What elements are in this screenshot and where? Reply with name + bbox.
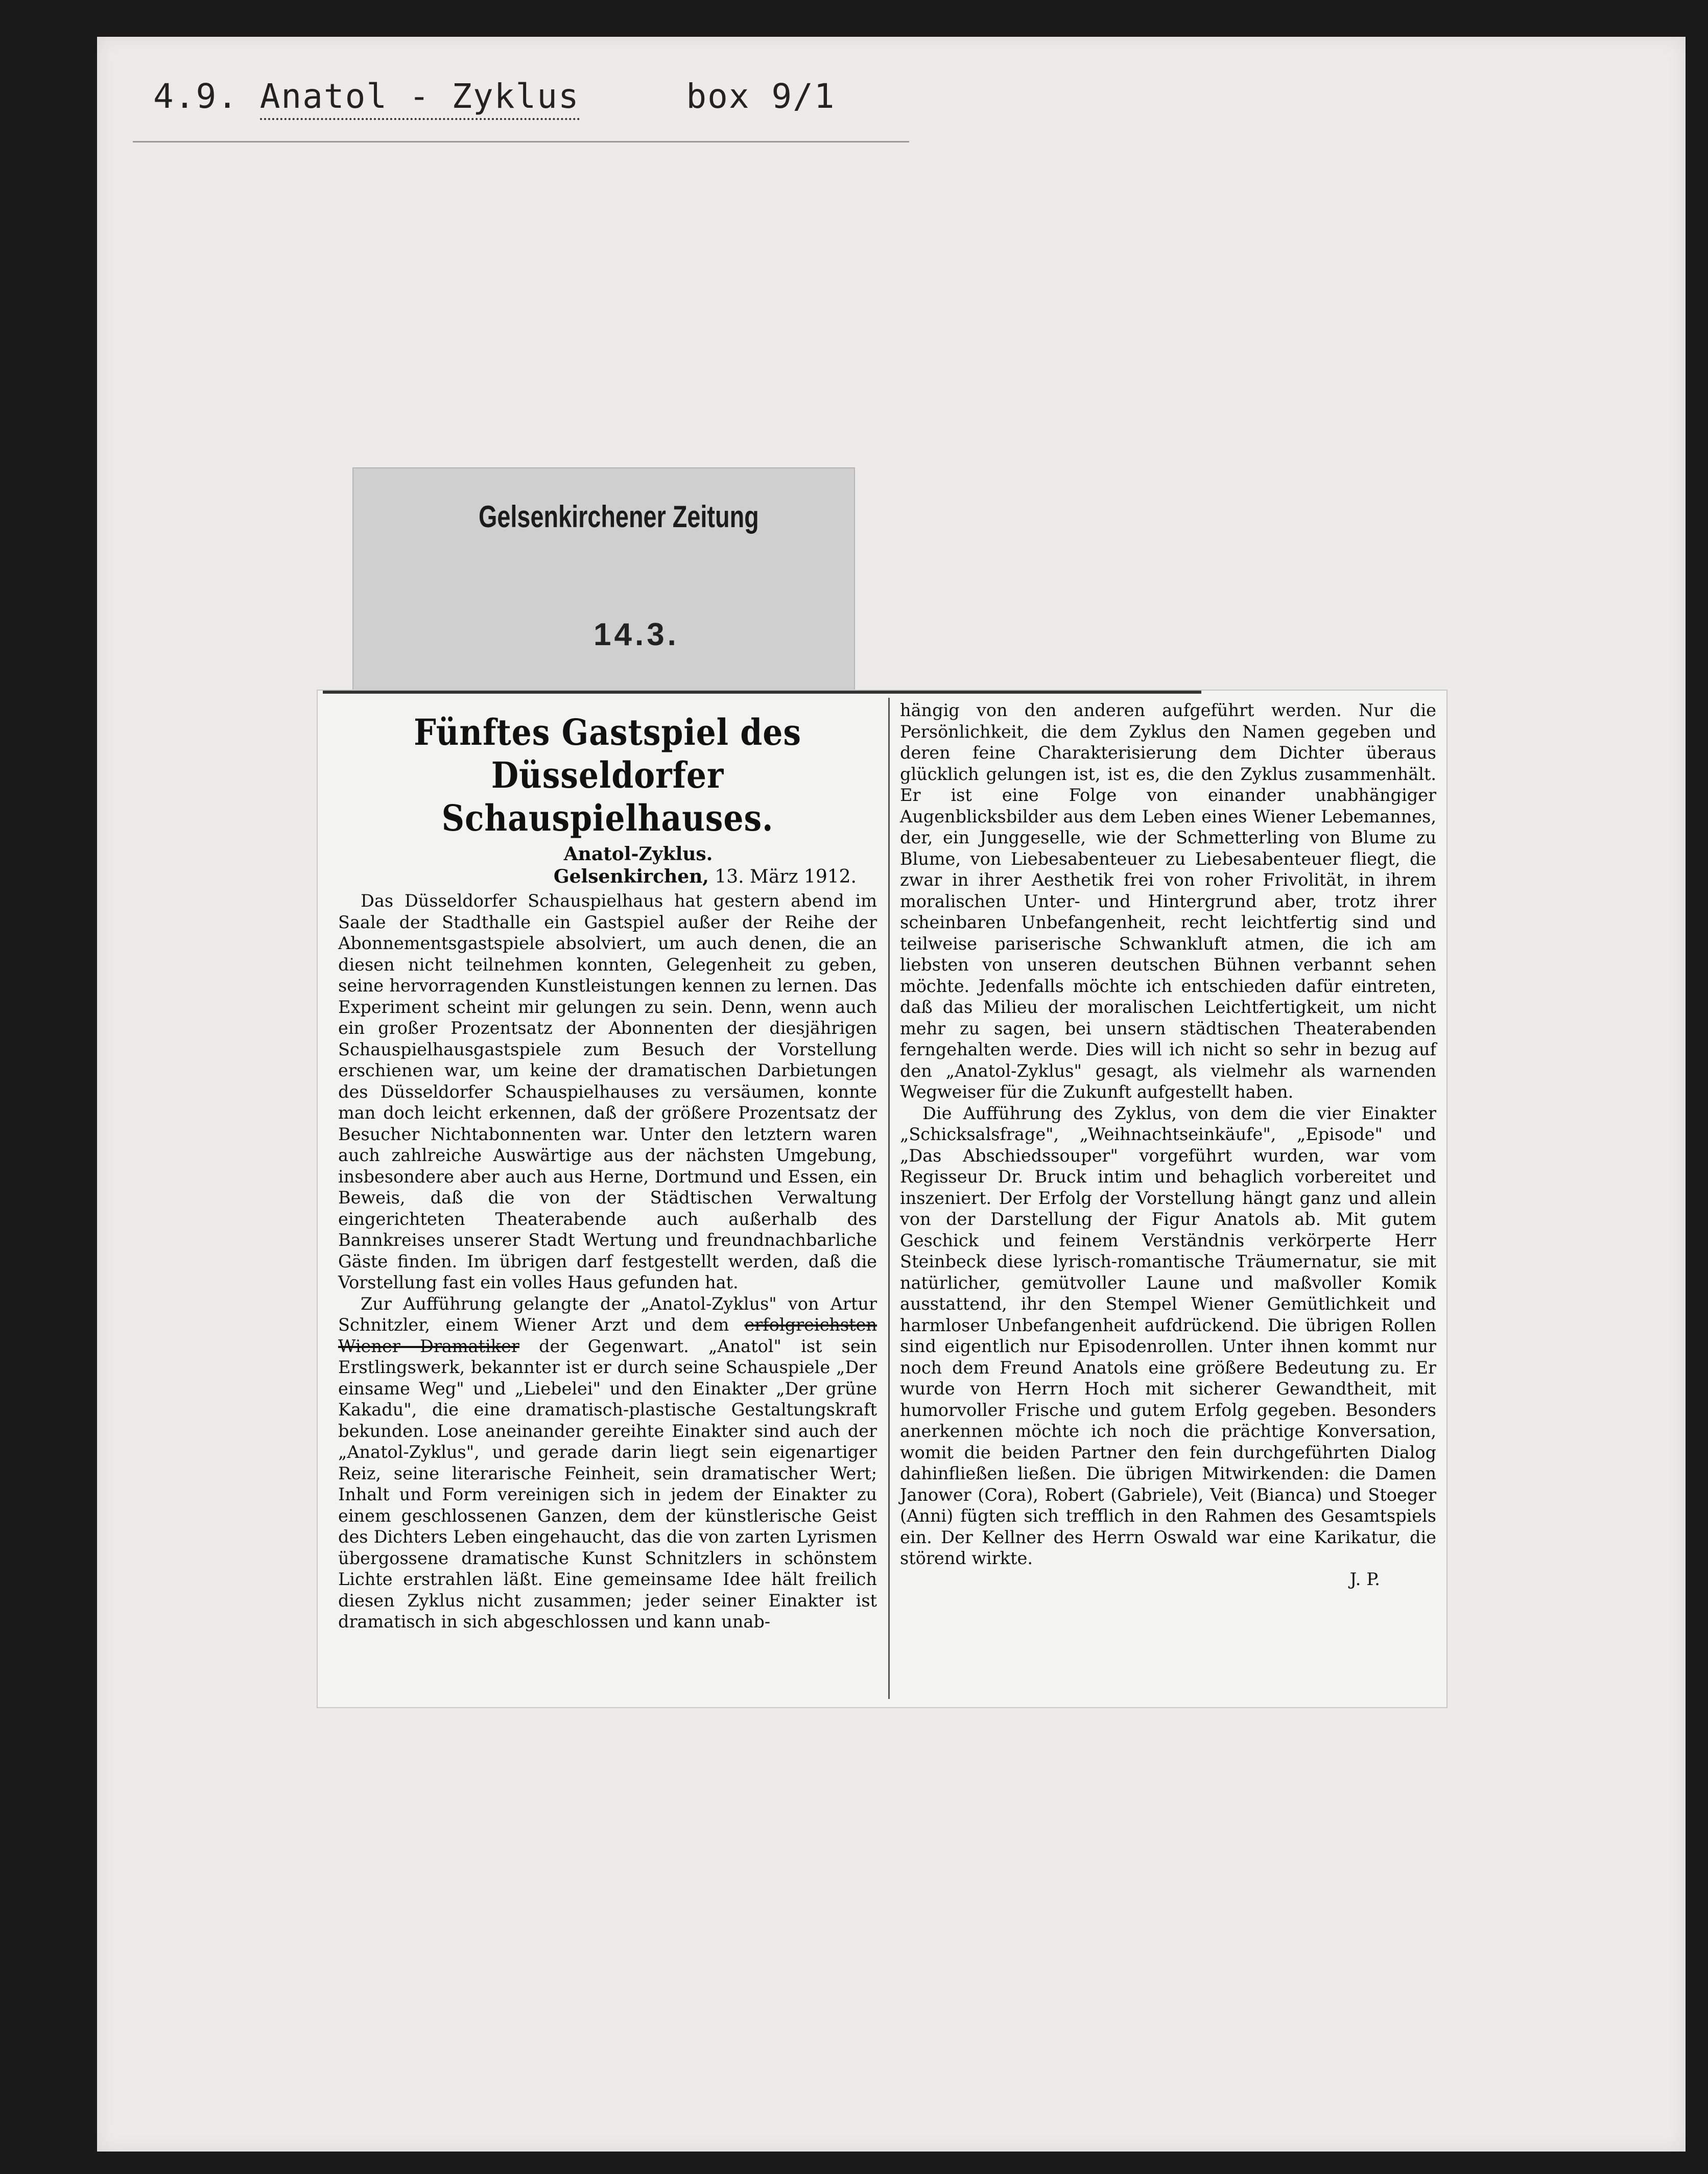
article-dateline (338, 865, 877, 888)
newspaper-header-slip (352, 467, 855, 694)
article-column-left (338, 711, 877, 1633)
archive-box: box 9/1 (579, 77, 836, 116)
paragraph-2-start: Zur Aufführung gelangte der „Anatol-Zyklus" von Artur Schnitzler, einem Wiener Arzt und dem (338, 1293, 877, 1335)
article-headline: Fünftes Gastspiel des Düsseldorfer Schauspielhauses. (414, 711, 801, 839)
column-divider (888, 698, 890, 1699)
clipping-top-rule (323, 691, 1201, 694)
article-column-right (900, 700, 1436, 1590)
article-paragraph-4: Die Aufführung des Zyklus, von dem die vier Einakter „Schicksalsfrage", „Weihnachtseinkäufe", „Episode" und „Das Abschiedssouper" vorgeführt wurden, war vom Regisseur Dr. Bruck intim und behaglich vorbereitet und inszeniert. Der Erfolg der Vorstellung hängt ganz und allein von der Darstellung der Figur Anatols ab. Mit gutem Geschick und feinem Verständnis verkörperte Herr Steinbeck diese lyrisch-romantische Träumernatur, sie mit natürlicher, gemütvoller Laune und maßvoller Komik ausstattend, ihr den Stempel Wiener Gemütlichkeit und harmloser Unbefangenheit aufdrückend. Die übrigen Rollen sind eigentlich nur Episodenrollen. Unter ihnen kommt nur noch dem Freund Anatols eine größere Bedeutung zu. Er wurde von Herrn Hoch mit sicherer Gewandtheit, mit humorvoller Frische und gutem Erfolg gegeben. Besonders anerkennen möchte ich noch die prächtige Konversation, womit die beiden Partner den fein durchgeführten Dialog dahinfließen ließen. Die übrigen Mitwirkenden: die Damen Janower (Cora), Robert (Gabriele), Veit (Bianca) und Stoeger (Anni) fügten sich trefflich in den Rahmen des Gesamtspiels ein. Der Kellner des Herrn Oswald war eine Karikatur, die störend wirkte. (900, 1103, 1436, 1568)
label-underline (133, 141, 909, 143)
paragraph-2-end: der Gegenwart. „Anatol" ist sein Erstlingswerk, bekannter ist er durch seine Schauspiele „Der einsame Weg" und „Liebelei" und den Einakter „Der grüne Kakadu", die eine dramatisch-plastische Gestaltungskraft bekunden. Lose aneinander gereihte Einakter sind auch der „Anatol-Zyklus", und gerade darin liegt sein eigenartiger Reiz, seine literarische Feinheit, sein dramatischer Wert; Inhalt und Form vereinigen sich in jedem der Einakter zu einem geschlossenen Ganzen, dem der künstlerische Geist des Dichters Leben eingehaucht, das die von zarten Lyrismen übergossene dramatische Kunst Schnitzlers in schönstem Lichte erstrahlen läßt. Eine gemeinsame Idee hält freilich diesen Zyklus nicht zusammen; jeder seiner Einakter ist dramatisch in sich abgeschlossen und kann unab- (338, 1336, 877, 1632)
struck-through-text: erfolgreichsten Wiener Dramatiker (338, 1315, 877, 1356)
archive-title: Anatol - Zyklus (260, 77, 580, 120)
date-stamp: 14.3. (594, 617, 679, 652)
article-subhead: Anatol-Zyklus. (563, 843, 713, 865)
archive-label (153, 77, 836, 116)
archive-number: 4.9. (153, 77, 260, 116)
newspaper-name: Gelsenkirchener Zeitung (479, 500, 759, 534)
newspaper-clipping (317, 690, 1448, 1708)
dateline-place: Gelsenkirchen, (553, 866, 709, 887)
article-paragraph-3: hängig von den anderen aufgeführt werden. Nur die Persönlichkeit, die dem Zyklus den Namen gegeben und deren feine Charakterisierung dem Dichter überaus glücklich gelungen ist, ist es, die den Zyklus zusammenhält. Er ist eine Folge von einander unabhängiger Augenblicksbilder aus dem Leben eines Wiener Lebemannes, der, ein Junggeselle, wie der Schmetterling von Blume zu Blume, von Liebesabenteuer zu Liebesabenteuer fliegt, die zwar in ihrer Aesthetik frei von roher Frivolität, in ihrem moralischen Unter- und Hintergrund aber, trotz ihrer scheinbaren Unbefangenheit, recht leichtfertig sind und teilweise pariserische Schwankluft atmen, die ich am liebsten von unseren deutschen Bühnen verbannt sehen möchte. Jedenfalls möchte ich entschieden dafür eintreten, daß das Milieu der moralischen Leichtfertigkeit, um nicht mehr zu sagen, bei unsern städtischen Theaterabenden ferngehalten werde. Dies will ich nicht so sehr in bezug auf den „Anatol-Zyklus" gesagt, als vielmehr als warnenden Wegweiser für die Zukunft aufgestellt haben. (900, 700, 1436, 1102)
article-paragraph-1: Das Düsseldorfer Schauspielhaus hat gestern abend im Saale der Stadthalle ein Gastspiel außer der Reihe der Abonnementsgastspiele absolviert, um auch denen, die an diesen nicht teilnehmen konnten, Gelegenheit zu geben, seine hervorragenden Kunstleistungen kennen zu lernen. Das Experiment scheint mir gelungen zu sein. Denn, wenn auch ein großer Prozentsatz der Abonnenten der diesjährigen Schauspielhausgastspiele zum Besuch der Vorstellung erschienen war, um keine der dramatischen Darbietungen des Düsseldorfer Schauspielhauses zu versäumen, konnte man doch leicht erkennen, daß der größere Prozentsatz der Besucher Nichtabonnenten war. Unter den letztern waren auch zahlreiche Auswärtige aus der nächsten Umgebung, insbesondere aber auch aus Herne, Dortmund und Essen, ein Beweis, daß die von der Städtischen Verwaltung eingerichteten Theaterabende auch außerhalb des Bannkreises unserer Stadt Wertung und freundnachbarliche Gäste finden. Im übrigen darf festgestellt werden, daß die Vorstellung fast ein volles Haus gefunden hat. (338, 891, 877, 1292)
article-paragraph-2 (338, 1293, 877, 1633)
dateline-date: 13. März 1912. (708, 866, 857, 887)
author-signature: J. P. (1349, 1569, 1380, 1590)
